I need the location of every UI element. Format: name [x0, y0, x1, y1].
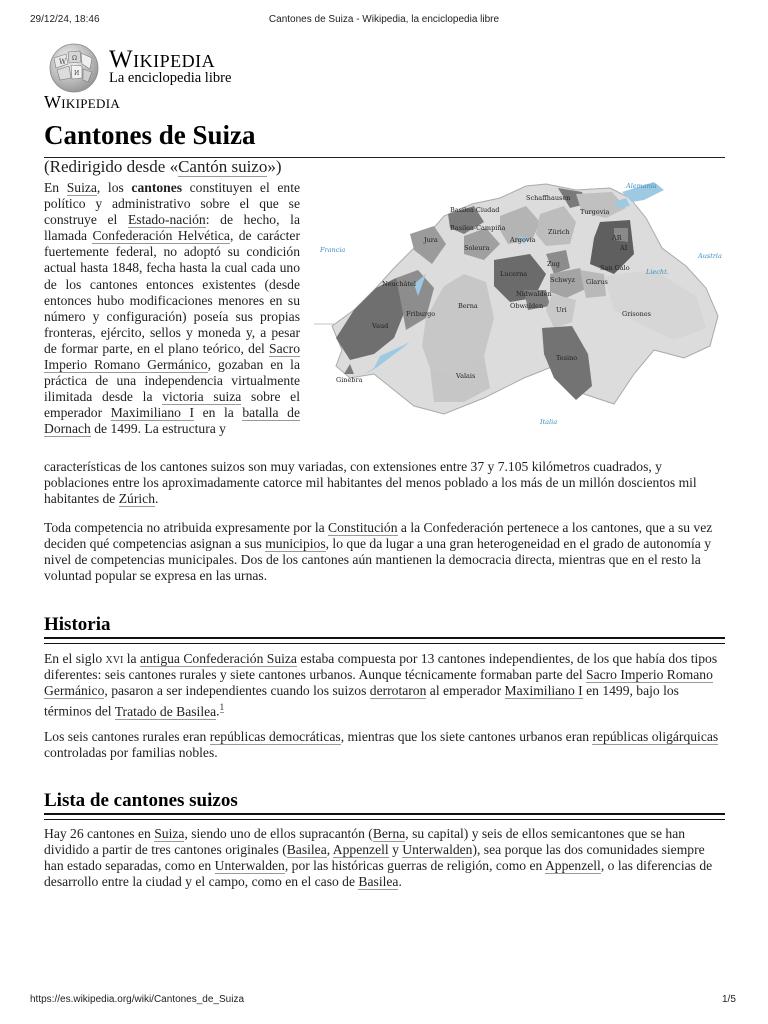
svg-text:Basilea Ciudad: Basilea Ciudad — [450, 206, 500, 214]
svg-text:San Galo: San Galo — [600, 264, 630, 272]
print-url: https://es.wikipedia.org/wiki/Cantones_de_Suiza — [30, 994, 245, 1005]
svg-text:Ginebra: Ginebra — [336, 376, 363, 384]
svg-text:Zürich: Zürich — [548, 228, 570, 236]
svg-text:Tesino: Tesino — [556, 354, 578, 362]
svg-text:Zug: Zug — [547, 260, 560, 268]
switzerland-cantons-map[interactable] — [314, 178, 726, 428]
svg-text:Italia: Italia — [540, 418, 558, 426]
link-constitucion[interactable]: Constitución — [328, 520, 398, 535]
link-derrotaron[interactable]: derrotaron — [369, 683, 427, 698]
intro-paragraph: En Suiza, los cantones constituyen el ente político y administrativo sobre el que se construye el Estado-nación: de hecho, la llamada Confederación Helvética, de carácter fuertemente federal, no adoptó su condición actual hasta 1848, fecha hasta la cual cada uno de los cantones entonces existentes (desde entonces hubo modificaciones menores en su número y configuración) poseía sus propias fronteras, ejército, sellos y moneda y, a pesar de formar parte, en el plano teórico, del Sacro Imperio Romano Germánico, gozaban en la práctica de una independencia virtualmente ilimitada desde la victoria suiza sobre el emperador Maximiliano I en la batalla de Dornach de 1499. La estructura y — [44, 180, 300, 437]
bold-cantones: cantones — [131, 180, 183, 195]
svg-text:Schwyz: Schwyz — [550, 276, 575, 284]
svg-text:Francia: Francia — [320, 246, 346, 254]
paragraph-historia-2: Los seis cantones rurales eran repúblicas democráticas, mientras que los siete cantones urbanos eran repúblicas oligárquicas controladas por familias nobles. — [44, 729, 719, 760]
print-datetime: 29/12/24, 18:46 — [30, 14, 100, 25]
link-sacro-imperio[interactable]: Sacro Imperio Romano Germánico — [44, 340, 300, 373]
link-republicas-democraticas[interactable]: repúblicas democráticas — [209, 729, 341, 744]
svg-text:Soleura: Soleura — [464, 244, 490, 252]
link-zurich[interactable]: Zúrich — [118, 491, 155, 506]
svg-text:Jura: Jura — [424, 236, 438, 244]
reference-1[interactable]: 1 — [219, 702, 225, 712]
link-tratado-basilea[interactable]: Tratado de Basilea — [114, 703, 217, 719]
heading-lista-cantones: Lista de cantones suizos — [44, 790, 238, 811]
svg-text:И: И — [74, 70, 80, 77]
svg-text:Neuchâtel: Neuchâtel — [382, 280, 416, 288]
svg-text:Turgovia: Turgovia — [580, 208, 610, 216]
page-title: Cantones de Suiza — [44, 120, 256, 150]
link-maximiliano[interactable]: Maximiliano I — [110, 405, 195, 421]
svg-text:Friburgo: Friburgo — [406, 310, 436, 318]
link-appenzell[interactable]: Appenzell — [332, 842, 389, 857]
svg-text:Austria: Austria — [698, 252, 722, 260]
link-batalla-dornach[interactable]: batalla de Dornach — [44, 405, 300, 437]
heading-divider-historia — [44, 637, 725, 644]
svg-text:Argovia: Argovia — [510, 236, 536, 244]
svg-text:AI: AI — [620, 244, 628, 252]
link-republicas-oligarquicas[interactable]: repúblicas oligárquicas — [592, 729, 719, 744]
link-sacro-imperio-2[interactable]: Sacro Imperio Romano Germánico — [44, 667, 713, 698]
link-unterwalden[interactable]: Unterwalden — [402, 842, 473, 857]
link-suiza-2[interactable]: Suiza — [154, 826, 185, 841]
link-municipios[interactable]: municipios — [265, 536, 326, 551]
wikipedia-globe-icon[interactable] — [44, 42, 104, 94]
link-berna[interactable]: Berna — [372, 826, 406, 841]
svg-text:Uri: Uri — [556, 306, 567, 314]
link-unterwalden-2[interactable]: Unterwalden — [214, 858, 285, 873]
svg-text:Liecht.: Liecht. — [646, 268, 669, 276]
link-appenzell-2[interactable]: Appenzell — [544, 858, 601, 873]
link-basilea-2[interactable]: Basilea — [358, 874, 399, 889]
svg-text:Alemania: Alemania — [626, 182, 657, 190]
heading-historia: Historia — [44, 614, 111, 635]
link-suiza[interactable]: Suiza — [66, 180, 97, 195]
redirect-suffix: ») — [267, 157, 282, 176]
print-page-title: Cantones de Suiza - Wikipedia, la enciclopedia libre — [268, 14, 500, 25]
link-confederacion-helvetica[interactable]: Confederación Helvética — [92, 228, 230, 244]
redirect-prefix: (Redirigido desde « — [44, 157, 179, 176]
svg-text:Obwalden: Obwalden — [510, 302, 544, 310]
svg-text:Grisones: Grisones — [622, 310, 651, 318]
print-page-count: 1/5 — [722, 994, 736, 1005]
svg-text:Vaud: Vaud — [372, 322, 389, 330]
svg-text:Nidwalden: Nidwalden — [516, 290, 552, 298]
intro-continuation: características de los cantones suizos son muy variadas, con extensiones entre 37 y 7.105 kilómetros cuadrados, y poblaciones entre los aproximadamente catorce mil habitantes del menos poblado a los más de un millón doscientos mil habitantes de Zúrich. — [44, 459, 697, 506]
svg-text:Lucerna: Lucerna — [500, 270, 528, 278]
redirect-notice — [44, 157, 282, 177]
svg-text:Berna: Berna — [458, 302, 478, 310]
paragraph-lista: Hay 26 cantones en Suiza, siendo uno de ellos supracantón (Berna, su capital) y seis de ellos semicantones que se han dividido a partir de tres cantones originales (Basilea, Appenzell y Unterwalden), sea porque las dos comunidades siempre han estado separadas, como en Unterwalden, por las históricas guerras de religión, como en Appenzell, o las diferencias de desarrollo entre la ciudad y el campo, como en el caso de Basilea. — [44, 826, 713, 889]
svg-text:Valais: Valais — [456, 372, 476, 380]
paragraph-historia-1: En el siglo xvi la antigua Confederación Suiza estaba compuesta por 13 cantones independientes, de los que había dos tipos diferentes: seis cantones rurales y siete cantones urbanos. Aunque técnicamente formaban parte del Sacro Imperio Romano Germánico, pasaron a ser independientes cuando los suizos derrotaron al emperador Maximiliano I en 1499, bajo los términos del Tratado de Basilea.$^1$ — [44, 651, 718, 719]
wikipedia-wordmark-small: Wikipedia — [44, 92, 121, 112]
paragraph-competencias: Toda competencia no atribuida expresamente por la Constitución a la Confederación pertenece a los cantones, que a su vez deciden qué competencias asignan a sus municipios, lo que da lugar a una gran heterogeneidad en el grado de autonomía y nivel de competencias municipales. Dos de los cantones aún mantienen la democracia directa, mientras que en el resto la voluntad popular se expresa en las urnas. — [44, 520, 713, 583]
link-basilea[interactable]: Basilea — [286, 842, 327, 857]
svg-text:Glarus: Glarus — [586, 278, 608, 286]
link-maximiliano-2[interactable]: Maximiliano I — [504, 683, 583, 698]
link-victoria-suiza[interactable]: victoria suiza — [162, 389, 242, 405]
wikipedia-tagline: La enciclopedia libre — [109, 70, 232, 86]
svg-text:Ω: Ω — [72, 55, 77, 62]
svg-text:AR: AR — [612, 234, 622, 242]
link-estado-nacion[interactable]: Estado-nación — [127, 212, 206, 228]
redirect-link[interactable]: Cantón suizo — [178, 157, 268, 176]
link-antigua-confederacion[interactable]: antigua Confederación Suiza — [139, 651, 297, 666]
heading-divider-lista — [44, 813, 725, 820]
wikipedia-wordmark[interactable]: Wikipedia — [109, 46, 216, 73]
svg-text:W: W — [59, 58, 67, 66]
svg-text:Basilea-Campiña: Basilea-Campiña — [450, 224, 506, 232]
svg-text:Schaffhausen: Schaffhausen — [526, 194, 571, 202]
